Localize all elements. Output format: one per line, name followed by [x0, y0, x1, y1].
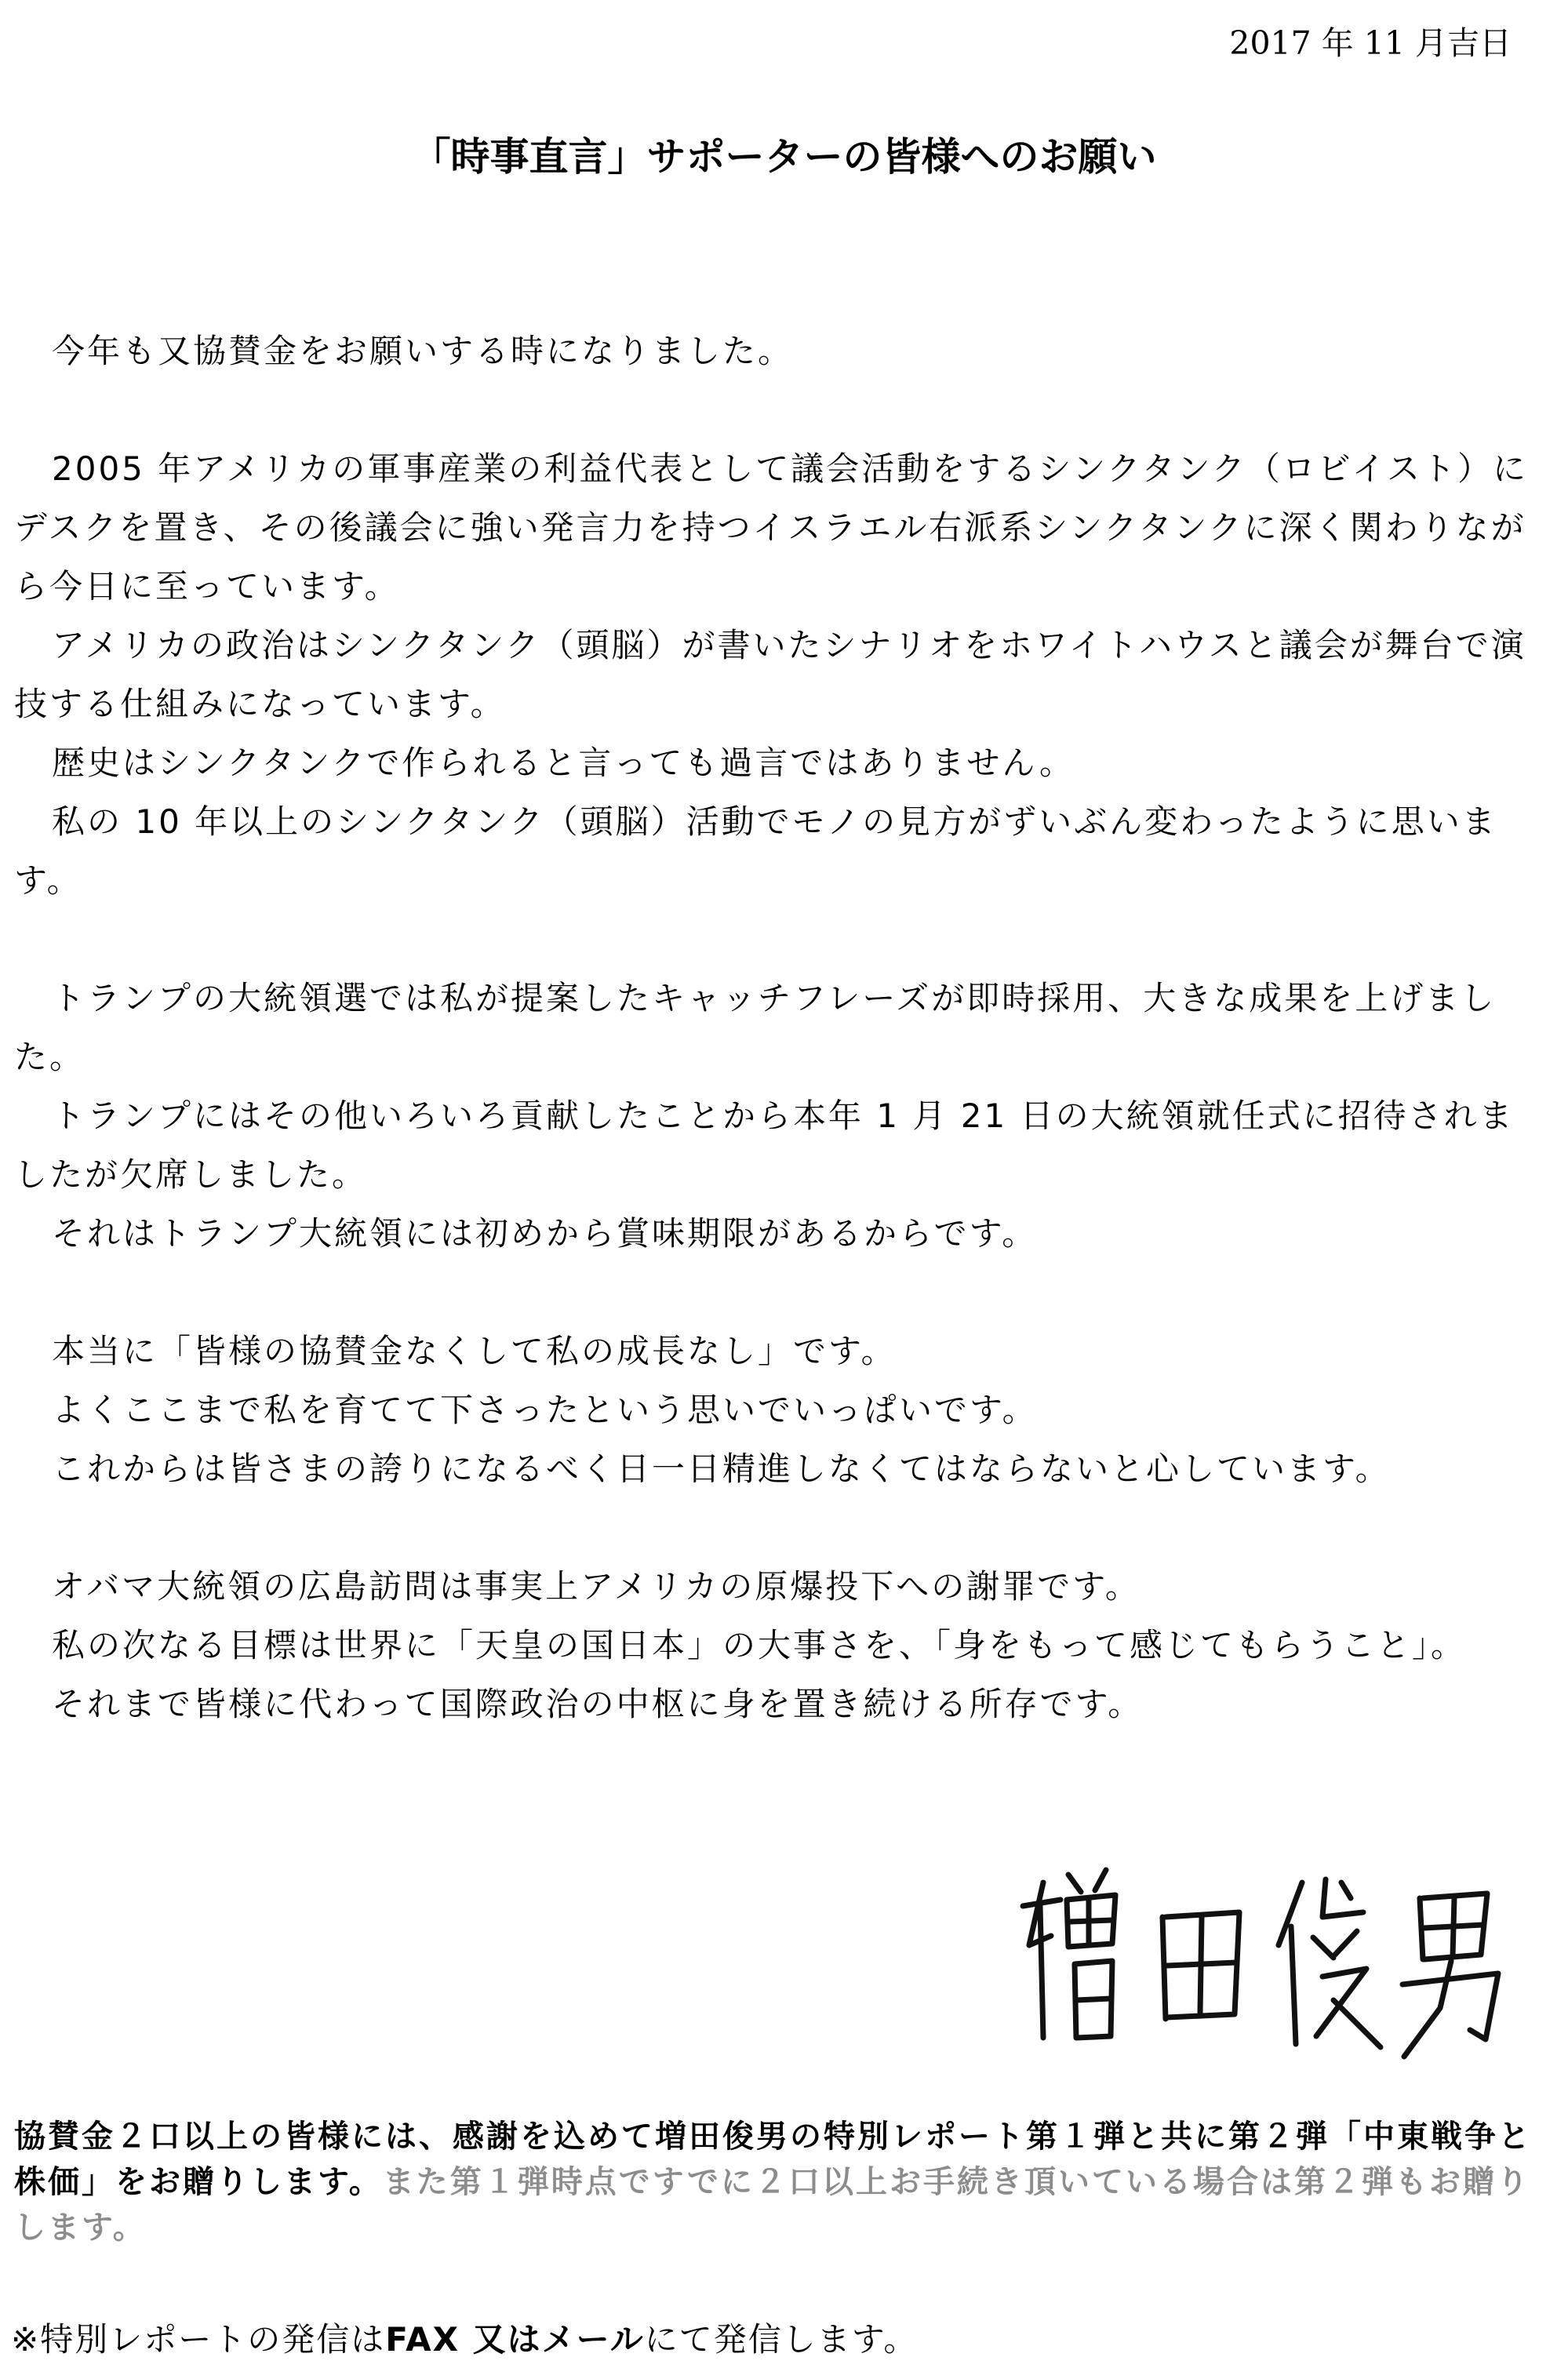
body-line: それまで皆様に代わって国際政治の中枢に身を置き続ける所存です。: [52, 1685, 1144, 1723]
supporter-note: [14, 2114, 1544, 2250]
paragraph-thanks: [14, 1322, 1544, 1498]
body-line: よくここまで私を育てて下さったという思いでいっぱいです。: [52, 1391, 1038, 1429]
body-line: これからは皆さまの誇りになるべく日一日精進しなくてはならないと心しています。: [52, 1450, 1391, 1488]
body-line: 私の 10 年以上のシンクタンク（頭脳）活動でモノの見方がずいぶん変わったように思います。: [14, 802, 1497, 900]
body-line: 私の次なる目標は世界に「天皇の国日本」の大事さを、「身をもって感じてもらうこと」。: [52, 1626, 1467, 1664]
note-gray-text: また第１弾時点ですでに２口以上お手続き頂いている場合は第２弾もお贈りします。: [14, 2164, 1531, 2246]
paragraph-goal: [14, 1557, 1544, 1733]
body-line: 歴史はシンクタンクで作られると言っても過言ではありません。: [52, 744, 1075, 782]
body-line: アメリカの政治はシンクタンク（頭脳）が書いたシナリオをホワイトハウスと議会が舞台で演技する仕組みになっています。: [14, 626, 1526, 723]
body-line: それはトランプ大統領には初めから賞味期限があるからです。: [52, 1214, 1038, 1253]
footnote-suffix: にて発信します。: [644, 2320, 919, 2359]
body-line: 2005 年アメリカの軍事産業の利益代表として議会活動をするシンクタンク（ロビイスト）にデスクを置き、その後議会に強い発言力を持つイスラエル右派系シンクタンクに深く関わりながら今日に至っています。: [14, 449, 1529, 606]
footnote-delivery-method: FAX 又はメール: [385, 2320, 645, 2359]
letter-body: [14, 322, 1544, 1733]
body-line: トランプの大統領選では私が提案したキャッチフレーズが即時採用、大きな成果を上げました。: [14, 979, 1497, 1076]
paragraph-think-tank: [14, 439, 1544, 910]
body-line: トランプにはその他いろいろ貢献したことから本年 1 月 21 日の大統領就任式に招待されましたが欠席しました。: [14, 1097, 1515, 1194]
footnote: [11, 2318, 918, 2362]
paragraph-trump: [14, 969, 1544, 1263]
body-line: 本当に「皆様の協賛金なくして私の成長なし」です。: [52, 1332, 897, 1370]
letter-title: 「時事直言」サポーターの皆様へのお願い: [411, 134, 1157, 180]
letter-date: 2017 年 11 月吉日: [1229, 24, 1512, 62]
note-main-text: 協賛金２口以上の皆様には、感謝を込めて増田俊男の特別レポート第１弾と共に第２弾「中東戦争と株価」をお贈りします。: [14, 2119, 1532, 2200]
handwritten-signature-icon: [1012, 1851, 1514, 2063]
paragraph-intro: [14, 322, 1544, 380]
body-line: オバマ大統領の広島訪問は事実上アメリカの原爆投下への謝罪です。: [52, 1567, 1141, 1606]
body-line: 今年も又協賛金をお願いする時になりました。: [52, 332, 794, 370]
footnote-prefix: ※特別レポートの発信は: [11, 2320, 386, 2359]
